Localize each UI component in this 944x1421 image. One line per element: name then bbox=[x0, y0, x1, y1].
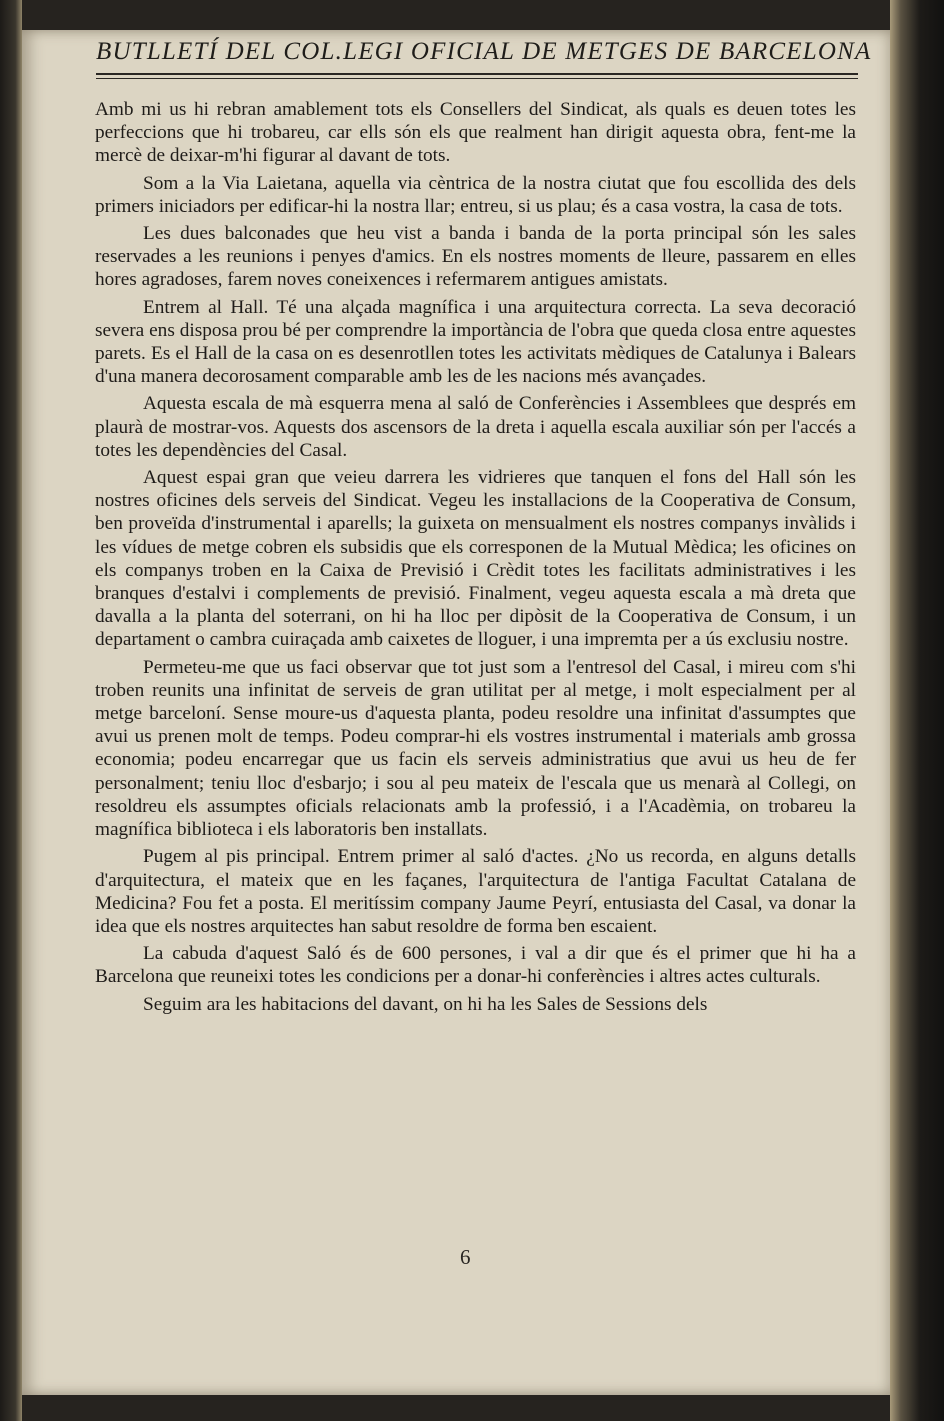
paragraph: Aquest espai gran que veieu darrera les vidrieres que tanquen el fons del Hall són les nostres oficines dels serveis del Sindicat. Vegeu les installacions de la Cooperativa de Consum, ben proveïda d'instrumental i aparells; la guixeta on mensualment els nostres companys invàlids i les vídues de metge cobren els subsidis que els corresponen de la Mutual Mèdica; les oficines on els companys troben en la Caixa de Previsió i Crèdit totes les facilitats administratives i les branques d'estalvi i complements de previsió. Finalment, vegeu aquesta escala a mà dreta que davalla a la planta del soterrani, on hi ha lloc per dipòsit de la Cooperativa de Consum, i un departament o cambra cuiraçada amb caixetes de lloguer, i una impremta per a ús exclusiu nostre. bbox=[95, 467, 856, 651]
paragraph: Pugem al pis principal. Entrem primer al saló d'actes. ¿No us recorda, en alguns detalls d'arquitectura, el mateix que en les façanes, l'arquitectura de l'antiga Facultat Catalana de Medicina? Fou fet a posta. El meritíssim company Jaume Peyrí, entusiasta del Casal, va donar la idea que els nostres arquitectes han sabut resoldre de forma ben escaient. bbox=[95, 846, 856, 937]
book-gutter-left bbox=[0, 0, 22, 1421]
paragraph: La cabuda d'aquest Saló és de 600 persones, i val a dir que és el primer que hi ha a Barcelona que reuneixi totes les condicions per a donar-hi conferències i altres actes culturals. bbox=[95, 943, 856, 988]
running-header: BUTLLETÍ DEL COL.LEGI OFICIAL DE METGES DE BARCELONA bbox=[96, 38, 872, 65]
book-spine-right bbox=[890, 0, 944, 1421]
paragraph: Aquesta escala de mà esquerra mena al saló de Conferències i Assemblees que després em plaurà de mostrar-vos. Aquests dos ascensors de la dreta i aquella escala auxiliar són per l'accés a totes les dependències del Casal. bbox=[95, 393, 856, 461]
paragraph: Permeteu-me que us faci observar que tot just som a l'entresol del Casal, i mireu com s'hi troben reunits una infinitat de serveis de gran utilitat per al metge, i molt especialment per al metge barceloní. Sense moure-us d'aquesta planta, podeu resoldre una infinitat d'assumptes que avui us prenen molt de temps. Podeu comprar-hi els vostres instrumental i materials amb grossa economia; podeu encarregar que us facin els serveis administratius que avui us heu de fer personalment; teniu lloc d'esbarjo; i sou al peu mateix de l'escala que us menarà al Collegi, on resoldreu els assumptes oficials relacionats amb la professió, i a l'Acadèmia, on trobareu la magnífica biblioteca i els laboratoris ben installats. bbox=[95, 656, 856, 841]
paragraph: Seguim ara les habitacions del davant, on hi ha les Sales de Sessions dels bbox=[143, 993, 708, 1015]
article-body bbox=[95, 98, 856, 1016]
paragraph: Som a la Via Laietana, aquella via cèntrica de la nostra ciutat que fou escollida des dels primers iniciadors per edificar-hi la nostra llar; entreu, si us plau; és a casa vostra, la casa de tots. bbox=[95, 172, 856, 217]
header-rule-thick bbox=[96, 73, 858, 75]
paragraph: Amb mi us hi rebran amablement tots els Consellers del Sindicat, als quals es deuen totes les perfeccions que hi trobareu, car ells són els que realment han dirigit aquesta obra, fent-me la mercè de deixar-m'hi figurar al davant de tots. bbox=[95, 99, 856, 167]
page-number: 6 bbox=[460, 1245, 471, 1269]
header-rule-thin bbox=[96, 78, 858, 79]
paragraph: Les dues balconades que heu vist a banda i banda de la porta principal són les sales reservades a les reunions i penyes d'amics. En els nostres moments de lleure, passarem en elles hores agradoses, farem noves coneixences i refermarem antigues amistats. bbox=[95, 223, 856, 291]
paragraph: Entrem al Hall. Té una alçada magnífica i una arquitectura correcta. La seva decoració severa ens disposa prou bé per comprendre la importància de l'obra que queda closa entre aquestes parets. Es el Hall de la casa on es desenrotllen totes les activitats mèdiques de Catalunya i Balears d'una manera decorosament comparable amb les de les nacions més avançades. bbox=[95, 296, 856, 388]
